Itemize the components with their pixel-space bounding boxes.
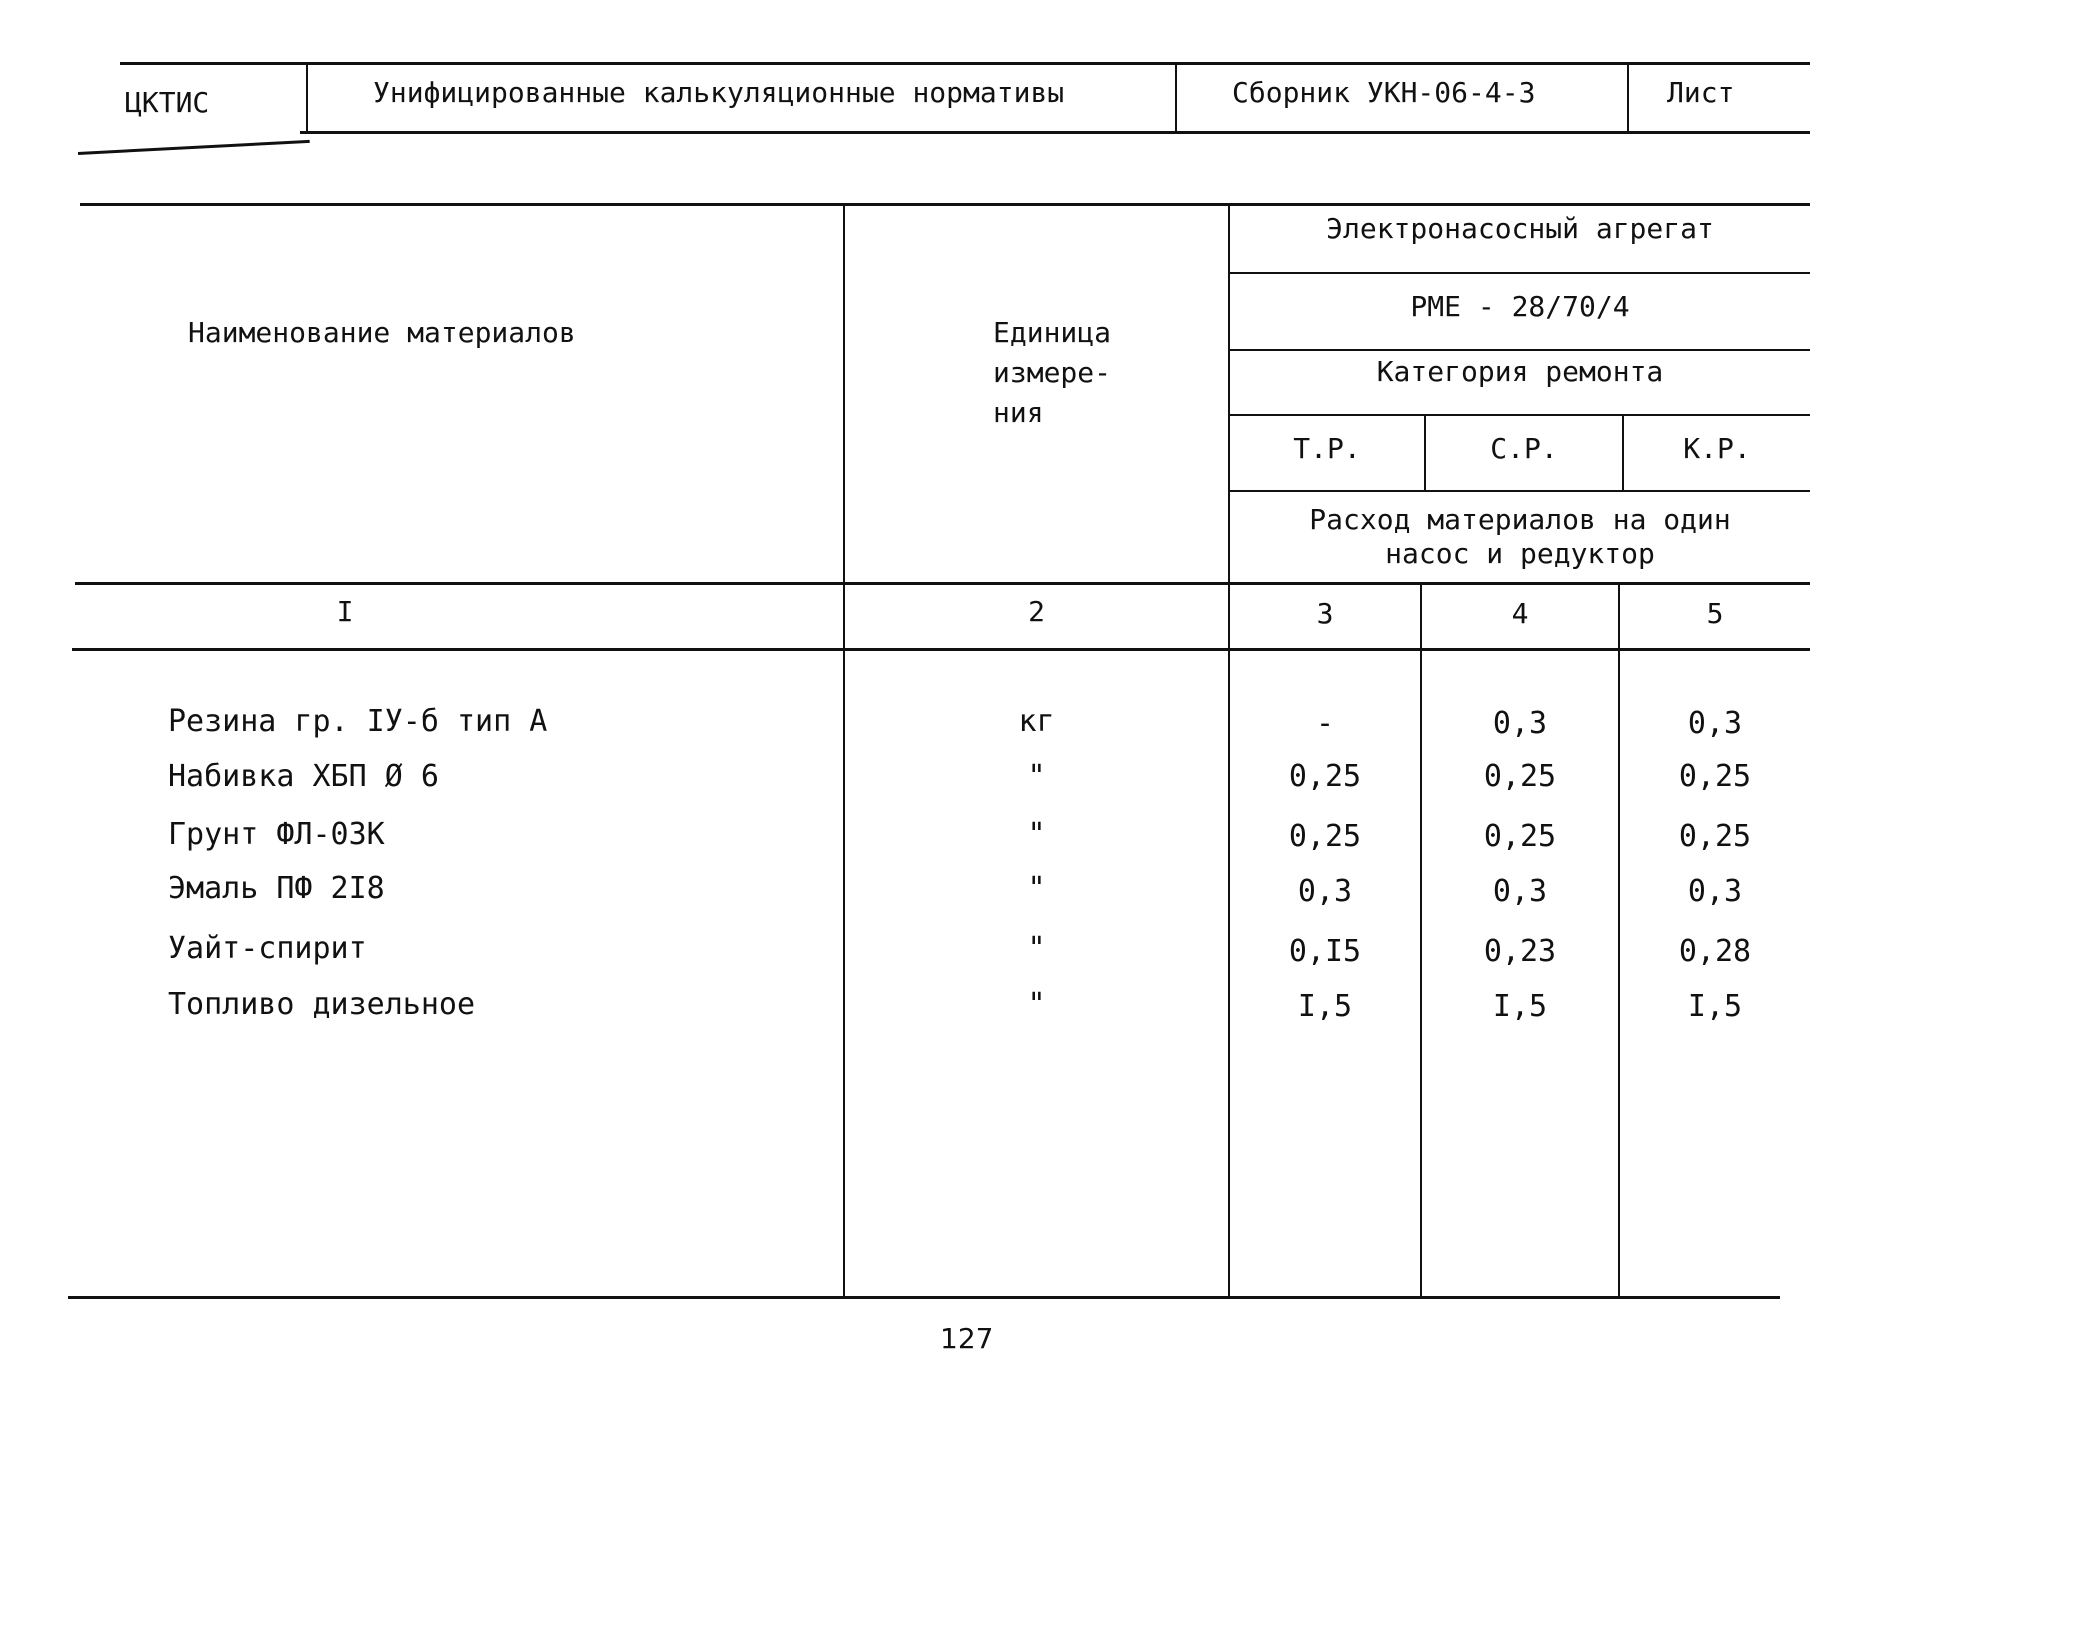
value-tr: 0,3 <box>1297 874 1353 909</box>
material-unit: кг <box>1018 704 1055 739</box>
col-header-materials: Наименование материалов <box>188 316 576 349</box>
org-name: ЦКТИС <box>125 86 210 119</box>
material-unit: " <box>1027 931 1046 966</box>
material-name: Топливо дизельное <box>168 987 476 1022</box>
header-divider-3 <box>1627 64 1629 134</box>
page-number: 127 <box>940 1322 994 1355</box>
material-name: Грунт ФЛ-03К <box>168 817 385 852</box>
col-number-4: 4 <box>1511 597 1529 630</box>
value-kr: 0,3 <box>1687 706 1743 741</box>
value-sr: 0,25 <box>1483 819 1557 854</box>
col-header-unit-3: ния <box>993 396 1044 429</box>
header-divider-1 <box>306 64 308 134</box>
value-sr: 0,3 <box>1492 874 1548 909</box>
value-tr: 0,I5 <box>1288 934 1362 969</box>
col-number-3: 3 <box>1316 597 1334 630</box>
value-kr: 0,25 <box>1678 759 1752 794</box>
table-top-rule <box>80 203 1810 206</box>
value-tr: - <box>1315 706 1335 741</box>
collection-name: Сборник УКН-06-4-3 <box>1232 76 1536 109</box>
group-header-rule <box>1230 272 1810 274</box>
repair-type-sr: С.Р. <box>1490 432 1558 465</box>
header-divider-2 <box>1175 64 1177 134</box>
value-tr: 0,25 <box>1288 759 1362 794</box>
header-underline <box>78 140 310 155</box>
repair-type-tr: Т.Р. <box>1293 432 1361 465</box>
material-unit: " <box>1027 817 1046 852</box>
value-sr: I,5 <box>1492 989 1548 1024</box>
value-tr: 0,25 <box>1288 819 1362 854</box>
header-bottom-rule <box>300 131 1810 134</box>
col-number-1: I <box>336 595 354 628</box>
consumption-header-1: Расход материалов на один <box>1309 503 1731 536</box>
value-sr: 0,25 <box>1483 759 1557 794</box>
col-header-unit-2: измере- <box>993 356 1112 389</box>
material-unit: " <box>1027 759 1046 794</box>
value-kr: 0,25 <box>1678 819 1752 854</box>
material-name: Резина гр. IУ-б тип А <box>168 704 548 739</box>
material-name: Уайт-спирит <box>168 931 367 966</box>
header-top-rule <box>120 62 1810 65</box>
material-name: Эмаль ПФ 2I8 <box>168 871 385 906</box>
header-bottom-table-rule <box>75 582 1810 585</box>
consumption-header-2: насос и редуктор <box>1385 537 1655 570</box>
doc-title: Унифицированные калькуляционные нормативы <box>373 76 1065 109</box>
value-sr: 0,3 <box>1492 706 1548 741</box>
col-number-5: 5 <box>1706 597 1724 630</box>
value-kr: I,5 <box>1687 989 1743 1024</box>
table-bottom-rule <box>68 1296 1780 1299</box>
material-unit: " <box>1027 987 1046 1022</box>
column-numbers-rule <box>72 648 1810 651</box>
value-kr: 0,28 <box>1678 934 1752 969</box>
col-number-2: 2 <box>1028 595 1045 628</box>
col-header-unit-1: Единица <box>993 316 1112 349</box>
material-name: Набивка ХБП Ø 6 <box>168 759 439 794</box>
sheet-label: Лист <box>1667 76 1735 109</box>
repair-type-kr: К.Р. <box>1683 432 1751 465</box>
model-name: РМЕ - 28/70/4 <box>1410 290 1630 323</box>
value-sr: 0,23 <box>1483 934 1557 969</box>
group-header: Электронасосный агрегат <box>1326 212 1714 245</box>
category-rule <box>1230 414 1810 416</box>
material-unit: " <box>1027 871 1046 906</box>
repair-category: Категория ремонта <box>1376 355 1664 388</box>
model-rule <box>1230 349 1810 351</box>
value-tr: I,5 <box>1297 989 1353 1024</box>
col-divider-1 <box>843 205 845 1297</box>
value-kr: 0,3 <box>1687 874 1743 909</box>
repair-types-rule <box>1230 490 1810 492</box>
